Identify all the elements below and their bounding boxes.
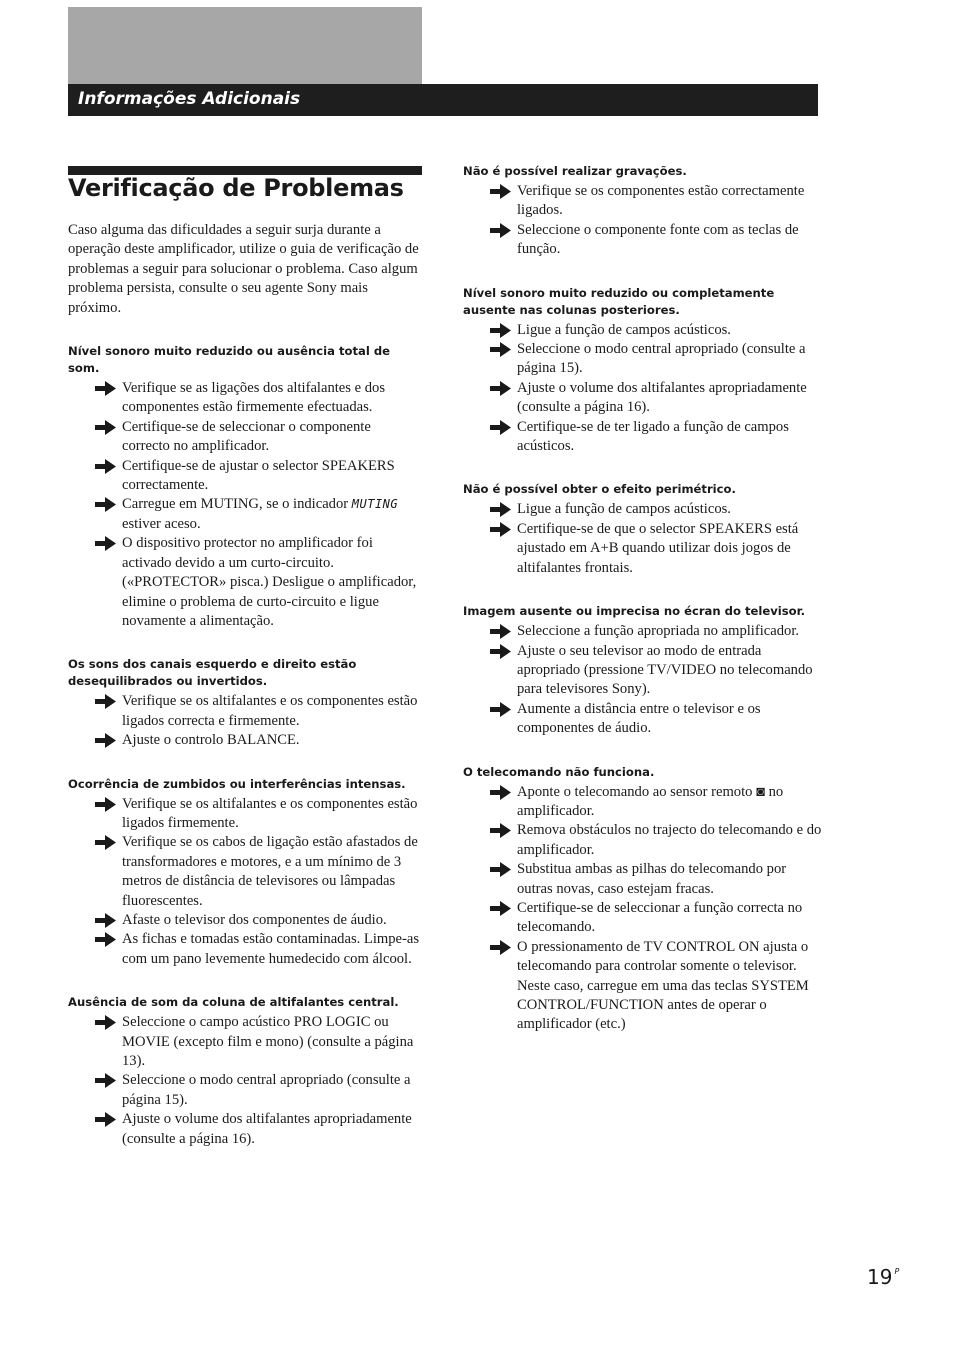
solution-text: Certifique-se de ter ligado a função de campos acústicos. <box>517 418 789 455</box>
solution-list <box>68 795 422 970</box>
solution-item <box>68 534 422 631</box>
solution-list <box>68 379 422 631</box>
solution-list <box>68 1013 422 1149</box>
arrow-right-icon <box>95 459 116 474</box>
solution-text: Seleccione o componente fonte com as teclas de função. <box>517 221 799 258</box>
solution-item <box>68 1013 422 1071</box>
arrow-right-icon <box>95 932 116 947</box>
solution-text: Seleccione a função apropriada no amplificador. <box>517 623 800 640</box>
solution-text: Seleccione o modo central apropriado (consulte a página 15). <box>517 341 806 377</box>
problem-block <box>68 656 422 750</box>
arrow-right-icon <box>95 1073 116 1088</box>
arrow-right-icon <box>490 823 511 838</box>
solution-text: Verifique se os componentes estão correctamente ligados. <box>517 183 805 219</box>
solution-text: Seleccione o campo acústico PRO LOGIC ou MOVIE (excepto film e mono) (consulte a página 13). <box>122 1014 414 1069</box>
solution-list <box>463 500 823 578</box>
problem-heading: Ocorrência de zumbidos ou interferências intensas. <box>68 776 406 791</box>
problem-heading: Não é possível obter o efeito perimétrico. <box>463 482 736 497</box>
solution-item <box>463 500 823 519</box>
solution-text: Verifique se os altifalantes e os componentes estão ligados firmemente. <box>122 795 418 831</box>
muting-indicator-label: MUTING <box>351 497 399 512</box>
solution-list <box>463 321 823 457</box>
solution-text: Ligue a função de campos acústicos. <box>517 321 731 338</box>
solution-item <box>463 379 823 418</box>
intro-paragraph: Caso alguma das dificuldades a seguir surja durante a operação deste amplificador, utilize o guia de verificação de problemas a seguir para solucionar o problema. Caso algum problema persista, consulte o seu agente Sony mais próximo. <box>68 222 419 316</box>
problem-heading: Ausência de som da coluna de altifalantes central. <box>68 995 399 1010</box>
solution-text: Certifique-se de que o selector SPEAKERS está ajustado em A+B quando utilizar dois jogos de altifalantes frontais. <box>517 520 799 576</box>
solution-text: Aumente a distância entre o televisor e os componentes de áudio. <box>517 700 761 737</box>
solution-text: Afaste o televisor dos componentes de áudio. <box>122 911 387 928</box>
arrow-right-icon <box>490 940 511 955</box>
arrow-right-icon <box>490 381 511 396</box>
arrow-right-icon <box>490 702 511 717</box>
arrow-right-icon <box>490 184 511 199</box>
arrow-right-icon <box>490 420 511 435</box>
solution-item <box>463 700 823 739</box>
solution-text: Verifique se os cabos de ligação estão afastados de transformadores e motores, e a um mínimo de 3 metros de distância de televisores ou lâmpadas fluorescentes. <box>122 834 418 909</box>
solution-item <box>68 911 422 930</box>
solution-item <box>463 783 823 822</box>
solution-text: As fichas e tomadas estão contaminadas. Limpe-as com um pano levemente humedecido com álcool. <box>122 931 420 967</box>
problem-heading: Os sons dos canais esquerdo e direito estão desequilibrados ou invertidos. <box>68 657 357 689</box>
solution-text: O pressionamento de TV CONTROL ON ajusta o telecomando para controlar somente o televisor. Neste caso, carregue em uma das teclas SYSTEM CONTROL/FUNCTION antes de operar o amplificador (etc.) <box>517 938 809 1033</box>
problem-block <box>68 994 422 1149</box>
page-number-value: 19 <box>867 1265 893 1289</box>
solution-text: Seleccione o modo central apropriado (consulte a página 15). <box>122 1072 411 1108</box>
solution-text: estiver aceso. <box>122 515 201 532</box>
problem-block <box>463 764 823 1035</box>
solution-text: Verifique se as ligações dos altifalantes e dos componentes estão firmemente efectuadas. <box>122 380 386 416</box>
solution-text: Verifique se os altifalantes e os componentes estão ligados correcta e firmemente. <box>122 693 418 729</box>
solution-item <box>463 182 823 221</box>
solution-item <box>68 379 422 418</box>
section-header-bar <box>68 84 818 116</box>
solution-item <box>463 340 823 379</box>
problem-heading: Nível sonoro muito reduzido ou ausência total de som. <box>68 344 391 376</box>
solution-item <box>68 692 422 731</box>
solution-item <box>68 731 422 750</box>
header-grey-block <box>68 7 422 85</box>
solution-text: Ligue a função de campos acústicos. <box>517 501 731 518</box>
solution-text: O dispositivo protector no amplificador foi activado devido a um curto-circuito. («PROTECTOR» pisca.) Desligue o amplificador, elimine o problema de curto-circuito e ligue novamente a alimentação. <box>122 535 417 629</box>
arrow-right-icon <box>490 323 511 338</box>
arrow-right-icon <box>95 835 116 850</box>
arrow-right-icon <box>95 1015 116 1030</box>
solution-text: Ajuste o controlo BALANCE. <box>122 732 300 749</box>
solution-item <box>68 1110 422 1149</box>
right-problem-list <box>463 163 823 1035</box>
section-title: Informações Adicionais <box>78 89 301 109</box>
problem-block <box>463 481 823 578</box>
solution-text: Certifique-se de ajustar o selector SPEAKERS correctamente. <box>122 457 395 494</box>
arrow-right-icon <box>490 502 511 517</box>
solution-item <box>68 418 422 457</box>
page-number-suffix: P <box>894 1267 900 1276</box>
problem-block <box>463 603 823 738</box>
arrow-right-icon <box>95 536 116 551</box>
solution-item <box>68 1071 422 1110</box>
problem-heading: Nível sonoro muito reduzido ou completamente ausente nas colunas posteriores. <box>463 285 775 317</box>
solution-text: Aponte o telecomando ao sensor remoto ◙ no amplificador. <box>517 783 784 819</box>
left-column <box>68 221 422 1174</box>
solution-item <box>68 930 422 969</box>
arrow-right-icon <box>95 381 116 396</box>
solution-text: Substitua ambas as pilhas do telecomando por outras novas, caso estejam fracas. <box>517 861 787 897</box>
arrow-right-icon <box>490 624 511 639</box>
solution-text: Certifique-se de seleccionar a função correcta no telecomando. <box>517 899 803 936</box>
problem-heading: O telecomando não funciona. <box>463 764 655 779</box>
arrow-right-icon <box>490 342 511 357</box>
solution-list <box>463 182 823 260</box>
solution-item <box>463 642 823 700</box>
left-problem-list <box>68 343 422 1149</box>
arrow-right-icon <box>490 522 511 537</box>
problem-block <box>463 285 823 457</box>
solution-item <box>463 821 823 860</box>
solution-list <box>463 783 823 1035</box>
arrow-right-icon <box>490 785 511 800</box>
right-column <box>463 163 823 1060</box>
solution-item <box>463 418 823 457</box>
solution-text: Remova obstáculos no trajecto do telecomando e do amplificador. <box>517 822 822 858</box>
problem-heading: Não é possível realizar gravações. <box>463 164 687 178</box>
solution-item <box>68 457 422 496</box>
solution-item <box>463 938 823 1035</box>
solution-item <box>463 899 823 938</box>
arrow-right-icon <box>95 733 116 748</box>
arrow-right-icon <box>95 420 116 435</box>
problem-block <box>68 343 422 631</box>
solution-text: Ajuste o volume dos altifalantes apropriadamente (consulte a página 16). <box>122 1111 412 1147</box>
solution-text: Certifique-se de seleccionar o componente correcto no amplificador. <box>122 418 371 455</box>
arrow-right-icon <box>490 901 511 916</box>
solution-item <box>68 833 422 911</box>
solution-item <box>463 860 823 899</box>
arrow-right-icon <box>95 1112 116 1127</box>
solution-item <box>463 221 823 260</box>
arrow-right-icon <box>490 862 511 877</box>
solution-item <box>463 321 823 340</box>
solution-text: Ajuste o volume dos altifalantes apropriadamente (consulte a página 16). <box>517 379 807 416</box>
page-title: Verificação de Problemas <box>68 174 404 202</box>
solution-list <box>463 622 823 738</box>
problem-block <box>463 163 823 260</box>
solution-item <box>463 520 823 578</box>
solution-item <box>68 795 422 834</box>
solution-text: Carregue em MUTING, se o indicador <box>122 496 352 513</box>
problem-heading: Imagem ausente ou imprecisa no écran do televisor. <box>463 604 806 619</box>
solution-item <box>68 495 422 534</box>
arrow-right-icon <box>95 913 116 928</box>
arrow-right-icon <box>95 694 116 709</box>
solution-list <box>68 692 422 750</box>
arrow-right-icon <box>95 497 116 512</box>
solution-text: Ajuste o seu televisor ao modo de entrada apropriado (pressione TV/VIDEO no telecomando para televisores Sony). <box>517 642 813 698</box>
problem-block <box>68 776 422 970</box>
page-number <box>867 1265 899 1289</box>
solution-item <box>463 622 823 641</box>
arrow-right-icon <box>490 644 511 659</box>
arrow-right-icon <box>490 223 511 238</box>
arrow-right-icon <box>95 797 116 812</box>
